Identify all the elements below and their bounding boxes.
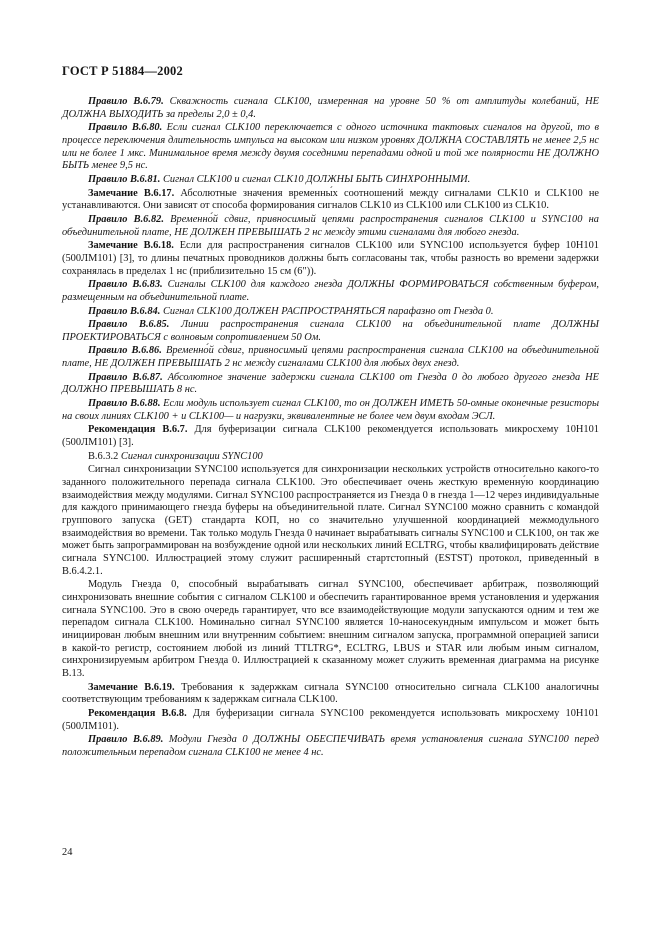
rule-label: Правило В.6.87.	[88, 371, 163, 383]
note-b-6-17	[62, 188, 599, 213]
rule-b-6-85	[62, 319, 599, 344]
section-title: Сигнал синхронизации SYNC100	[118, 450, 263, 462]
recommendation-text: Для буферизации сигнала CLK100 рекомендуется использовать микросхему 10Н101 (500ЛМ101) [3].	[62, 424, 600, 449]
section-heading	[62, 451, 599, 464]
rule-label: Правило В.6.86.	[88, 345, 162, 357]
section-number: В.6.3.2	[88, 450, 119, 462]
rule-label: Правило В.6.85.	[88, 319, 170, 331]
rule-text: Временно́й сдвиг, привносимый цепями распространения сигналов CLK100 и SYNC100 на объединительной плате, НЕ ДОЛЖЕН ПРЕВЫШАТЬ 2 нс между этими сигналами для любого гнезда.	[62, 213, 599, 238]
rule-b-6-79	[62, 96, 599, 121]
recommendation-b-6-7	[62, 424, 599, 449]
rule-text: Если модуль использует сигнал CLK100, то он ДОЛЖЕН ИМЕТЬ 50-омные оконечные резисторы на своих линиях CLK100 + и CLK100— и нагрузки, эквивалентные не более чем двум входам ЭСЛ.	[62, 398, 599, 422]
rule-text: Скважность сигнала CLK100, измеренная на уровне 50 % от амплитуды колебаний, НЕ ДОЛЖНА ВЫХОДИТЬ за пределы 2,0 ± 0,4.	[62, 96, 599, 120]
body-paragraph	[62, 579, 599, 680]
recommendation-label: Рекомендация В.6.7.	[88, 424, 188, 436]
rule-b-6-81	[62, 174, 599, 187]
rule-b-6-87	[62, 372, 599, 397]
note-b-6-18	[62, 240, 599, 278]
rule-label: Правило В.6.80.	[88, 122, 163, 134]
rule-label: Правило В.6.89.	[88, 734, 164, 746]
rule-b-6-82	[62, 214, 599, 239]
note-text: Требования к задержкам сигнала SYNC100 относительно сигнала CLK100 аналогичны соответствующим требованиям к задержкам сигнала CLK100.	[62, 681, 599, 706]
paragraph-text: Модуль Гнезда 0, способный вырабатывать сигнал SYNC100, обеспечивает арбитраж, позволяющий синхронизовать внешние события с сигналом CLK100 и обеспечить гарантированное время установления и удержания сигнала SYNC100. Это в свою очередь гарантирует, что все взаимодействующие модули запускаются одним и тем же перепадом сигнала CLK100. Номинально сигнал SYNC100 является 10-наносекундным импульсом и может быть инициирован любым внешним или внутренним событием: внешним сигналом запуска, программной операцией записи в какой-то регистр, состоянием любой из линий TTLTRG*, ECLTRG, LBUS и STAR или любым иным сигналом, синхронизируемым арбитром Гнезда 0. Иллюстрацией к сказанному может служить временная диаграмма на рисунке В.13.	[62, 579, 599, 679]
note-text: Если для распространения сигналов CLK100 или SYNC100 используется буфер 10Н101 (500ЛМ101) [3], то длины печатных проводников должны быть согласованы так, чтобы разность во времени задержки сохранялась в пределах 1 нс (приблизительно 15 см (6")).	[62, 240, 599, 277]
rule-b-6-89	[62, 734, 599, 759]
rule-b-6-83	[62, 279, 599, 304]
rule-label: Правило В.6.83.	[88, 279, 163, 291]
rule-label: Правило В.6.82.	[88, 213, 164, 225]
rule-b-6-86	[62, 345, 599, 370]
note-text: Абсолютные значения временны́х соотношений между сигналами CLK10 и CLK100 не устанавливаются. Они зависят от способа формирования сигналов CLK10 из CLK100 или CLK100 из CLK10.	[62, 187, 599, 212]
recommendation-b-6-8	[62, 708, 599, 733]
rule-text: Сигналы CLK100 для каждого гнезда ДОЛЖНЫ ФОРМИРОВАТЬСЯ собственным буфером, размещенным на объединительной плате.	[62, 279, 599, 303]
rule-text: Временно́й сдвиг, привносимый цепями распространения сигнала CLK100 на объединительной плате, НЕ ДОЛЖЕН ПРЕВЫШАТЬ 2 нс между сигналами CLK100 для любых двух гнезд.	[62, 345, 599, 370]
rule-b-6-84	[62, 306, 599, 319]
rule-b-6-80	[62, 122, 599, 173]
body-paragraph	[62, 464, 599, 578]
rule-text: Абсолютное значение задержки сигнала CLK100 от Гнезда 0 до любого другого гнезда НЕ ДОЛЖНО ПРЕВЫШАТЬ 8 нс.	[62, 371, 599, 396]
rule-text: Сигнал CLK100 ДОЛЖЕН РАСПРОСТРАНЯТЬСЯ парафазно от Гнезда 0.	[160, 305, 494, 317]
recommendation-label: Рекомендация В.6.8.	[88, 707, 187, 719]
paragraph-text: Сигнал синхронизации SYNC100 используется для синхронизации нескольких устройств относительно какого-то заданного положительного перепада сигнала CLK100. Это обеспечивает очень жесткую временну́ю координацию взаимодействия между модулями. Сигнал SYNC100 распространяется из Гнезда 0 в гнезда 1—12 через индивидуальные для каждого принимающего гнезда буферы на объединительной плате. Сигнал SYNC100 можно сравнить с командой группового запуска (GET) стандарта КОП, но со значительно улучшенной координацией межмодульного взаимодействия во времени. Так только модуль Гнезда 0 начинает вырабатывать сигналы SYNC100 и CLK100, он так же может быть запрограммирован на возбуждение одной или нескольких линий ECLTRG, чтобы квалифицировать действие сигнала SYNC100. Иллюстрацией этому служит расширенный стартстопный (ESTST) протокол, приведенный в В.6.4.2.1.	[62, 464, 600, 577]
rule-text: Линии распространения сигнала CLK100 на объединительной плате ДОЛЖНЫ ПРОЕКТИРОВАТЬСЯ с волновым сопротивлением 50 Ом.	[62, 319, 599, 343]
note-b-6-19	[62, 682, 599, 707]
recommendation-text: Для буферизации сигнала SYNC100 рекомендуется использовать микросхему 10Н101 (500ЛМ101).	[62, 707, 599, 732]
page-number: 24	[62, 847, 73, 858]
rule-text: Если сигнал CLK100 переключается с одного источника тактовых сигналов на другой, то в процессе переключения длительность импульса на высоком или низком уровнях ДОЛЖНА СОСТАВЛЯТЬ не менее 2,5 нс или не более 1 мкс. Минимальное время между двумя соседними перепадами одной и той же полярности НЕ ДОЛЖНО БЫТЬ менее 9,5 нс.	[62, 122, 599, 172]
rule-b-6-88	[62, 398, 599, 423]
rule-label: Правило В.6.84.	[88, 305, 161, 317]
rule-text: Модули Гнезда 0 ДОЛЖНЫ ОБЕСПЕЧИВАТЬ время установления сигнала SYNC100 перед положительным перепадом сигнала CLK100 не менее 4 нс.	[62, 734, 599, 758]
note-label: Замечание В.6.17.	[88, 187, 175, 199]
note-label: Замечание В.6.18.	[88, 240, 174, 252]
page-header: ГОСТ Р 51884—2002	[62, 64, 183, 78]
page-body	[62, 96, 599, 760]
rule-label: Правило В.6.81.	[88, 173, 161, 185]
rule-text: Сигнал CLK100 и сигнал CLK10 ДОЛЖНЫ БЫТЬ СИНХРОННЫМИ.	[160, 173, 471, 185]
rule-label: Правило В.6.88.	[88, 398, 161, 410]
rule-label: Правило В.6.79.	[88, 96, 164, 107]
note-label: Замечание В.6.19.	[88, 681, 175, 693]
